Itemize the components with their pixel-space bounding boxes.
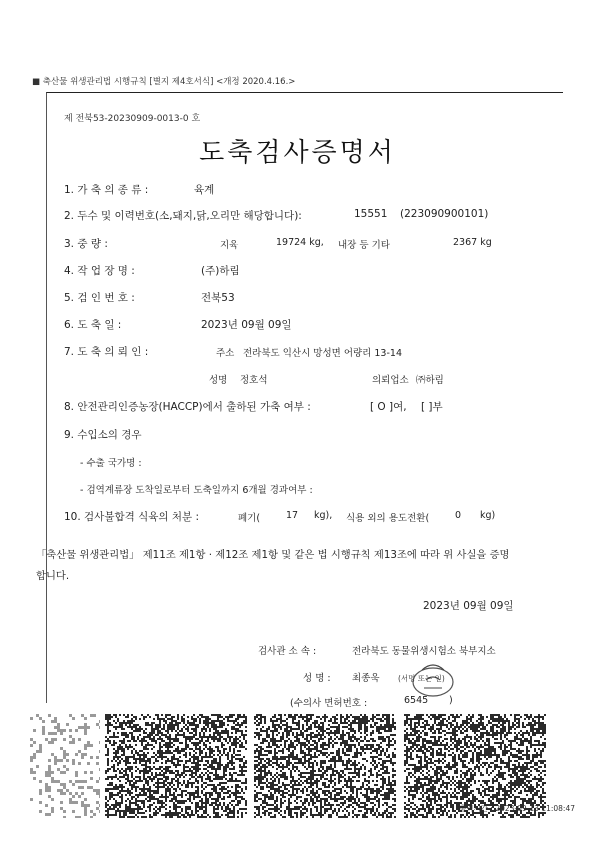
statement-line1: 「축산물 위생관리법」 제11조 제1항 · 제12조 제1항 및 같은 법 시행규칙 제13조에 따라 위 사실을 증명 [36,549,510,561]
security-barcode-1 [105,714,247,818]
repurpose-unit: kg) [480,510,496,521]
requester-name-label: 성명 [209,375,228,386]
weight-value2: 2367 kg [453,237,492,248]
document-number: 제 전북53-20230909-0013-0 호 [64,114,201,124]
print-time: 출력시간 : 2023-09-13 11:08:47 [459,804,575,813]
workplace-value: (주)하림 [201,265,240,277]
slaughter-date-value: 2023년 09월 09일 [201,319,292,331]
inspector-office-label: 검사관 소 속 : [258,646,317,657]
issue-date: 2023년 09월 09일 [423,600,514,612]
trace-label: 2. 두수 및 이력번호(소,돼지,닭,오리만 해당합니다): [64,210,302,222]
import-country: - 수출 국가명 : [80,458,142,469]
haccp-label: 8. 안전관리인증농장(HACCP)에서 출하된 가축 여부 : [64,401,311,413]
requester-company-label: 의뢰업소 [372,375,409,386]
sign-label: (서명 또는 인) [398,674,445,683]
repurpose-value: 0 [455,510,462,521]
weight-label: 3. 중 량 : [64,238,108,250]
weight-kind2: 내장 등 기타 [338,240,390,251]
discard-label: 폐기( [238,513,261,524]
small-barcode [30,714,100,818]
requester-address: 전라북도 익산시 망성면 어량리 13-14 [243,348,402,359]
haccp-no: [ ]부 [421,401,443,413]
repurpose-label: 식용 외의 용도전환( [346,513,430,524]
species-value: 육계 [194,184,215,196]
discard-value: 17 [286,510,299,521]
inspector-name: 최종욱 [352,673,380,684]
inspector-office: 전라북도 동물위생시험소 북부지소 [352,646,496,657]
inspector-name-label: 성 명 : [303,673,331,684]
slaughter-date-label: 6. 도 축 일 : [64,319,122,331]
requester-address-label: 주소 [216,348,235,359]
requester-company: ㈜하림 [416,375,444,386]
weight-kind1: 지육 [220,240,239,251]
license-close: ) [449,695,453,706]
security-barcode-2 [254,714,396,818]
workplace-label: 4. 작 업 장 명 : [64,265,135,277]
inspection-number-value: 전북53 [201,292,235,304]
license-label: (수의사 면허번호 : [290,698,368,709]
page-title: 도축검사증명서 [199,138,396,168]
species-label: 1. 가 축 의 종 류 : [64,184,149,196]
trace-number: (223090900101) [400,208,489,220]
disposal-label: 10. 검사불합격 식육의 처분 : [64,511,200,523]
import-label: 9. 수입소의 경우 [64,429,142,441]
form-header: ■ 축산물 위생관리법 시행규칙 [별지 제4호서식] <개정 2020.4.16.> [32,77,296,87]
weight-value1: 19724 kg, [276,237,324,248]
inspection-number-label: 5. 검 인 번 호 : [64,292,135,304]
license-number: 6545 [404,695,429,706]
discard-unit: kg), [314,510,333,521]
statement-line2: 합니다. [36,570,70,582]
requester-label: 7. 도 축 의 뢰 인 : [64,346,149,358]
import-six-month: - 검역계류장 도착일로부터 도축일까지 6개월 경과여부 : [80,485,313,496]
requester-name: 정호석 [240,375,268,386]
haccp-yes: [ O ]여, [370,401,407,413]
trace-count: 15551 [354,208,388,220]
